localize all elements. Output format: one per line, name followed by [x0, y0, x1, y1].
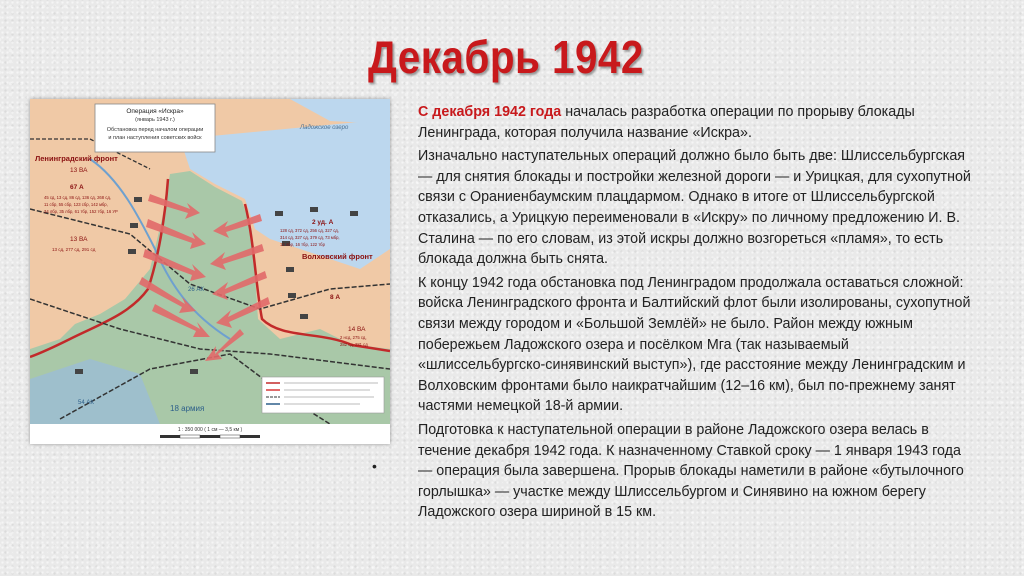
slide-text: [418, 102, 974, 526]
map-title-line-1: Операция «Искра»: [126, 108, 184, 115]
label-54ak: 54 АК: [78, 400, 94, 406]
units-14va-line-1: 2 нсд, 275 сд,: [340, 335, 367, 340]
paragraph-1: [418, 102, 974, 143]
units-67a-line-1: 45 сд, 13 сд, 86 сд, 136 сд, 268 сд,: [44, 195, 111, 200]
units-2ud-line-3: 12 лбр, 16 тбр, 122 тбр: [280, 242, 325, 247]
map-title-line-3: Обстановка перед началом операции: [106, 127, 204, 133]
operation-map: [30, 99, 390, 444]
map-legend: [262, 377, 384, 413]
label-14va: 14 ВА: [348, 326, 366, 333]
label-2ud: 2 уд. А: [312, 219, 334, 226]
units-67a-line-3: 34 лбр, 35 лбр, 61 тбр, 152 тбр, 16 УР: [44, 209, 118, 214]
label-13va-mid: 13 ВА: [70, 236, 88, 243]
label-leningrad-front: Ленинградский фронт: [35, 154, 118, 163]
label-volkhov-front: Волховский фронт: [302, 252, 373, 261]
units-14va-line-2: 282 сд, 281 сд: [340, 342, 368, 347]
units-2ud-line-1: 128 сд, 372 сд, 256 сд, 327 сд,: [280, 228, 339, 233]
paragraph-4: Подготовка к наступательной операции в районе Ладожского озера велась в течение декабря 1942 года. К назначенному Ставкой сроку — 1 января 1943 года — операция была завершена. Прорыв блокады наметили в районе «бутылочного горлышка» — участке между Шлиссельбургом и Синявино на южном берегу Ладожского озера шириной в 15 км.: [418, 421, 964, 521]
units-2ud-line-2: 314 сд, 327 сд, 379 сд, 73 мбр,: [280, 235, 340, 240]
map-graphic: [30, 99, 390, 444]
label-ladoga: Ладожское озеро: [300, 125, 349, 131]
label-26ak: 26 АК: [188, 287, 204, 293]
paragraph-1-highlight: С декабря 1942 года: [418, 104, 562, 120]
label-8a: 8 А: [330, 294, 341, 301]
paragraph-1-rest: началась разработка операции по прорыву блокады Ленинграда, которая получила название «Искра».: [418, 104, 915, 141]
map-title-line-2: (январь 1943 г.): [135, 117, 175, 123]
label-18-army: 18 армия: [170, 404, 205, 413]
map-scale: 1 : 350 000 ( 1 см — 3,5 км ): [177, 427, 243, 433]
map-title-line-4: и план наступления советских войск: [108, 135, 202, 141]
bullet-marker: •: [372, 458, 377, 474]
paragraph-3: К концу 1942 года обстановка под Ленинградом продолжала оставаться сложной: войска Ленинградского фронта и Балтийский флот были изолированы, сухопутной связи между городом и «Большой Землёй» не было. Район между южным побережьем Ладожского озера и посёлком Мга (так называемый «шлиссельбургско-синявинский выступ»), где расстояние между Ленинградским и Волховским фронтами было наикратчайшим (12–16 км), был по-прежнему занят частями немецкой 18-й армии.: [418, 274, 971, 415]
paragraph-2: Изначально наступательных операций должно было быть две: Шлиссельбургская — для снятия блокады и постройки железной дороги — и Урицкая, для сухопутной связи с Ораниенбаумским плацдармом. Однако в итоге от Шлиссельбургской отказались, а Урицкую переименовали в «Искру» по личному предложению И. В. Сталина — по его словам, из этой искры должно возгореться «пламя», то есть блокада должна быть снята.: [418, 148, 971, 268]
units-13va-mid: 13 сд, 277 сд, 291 сд: [52, 247, 96, 252]
label-67a: 67 А: [70, 184, 84, 191]
units-67a-line-2: 11 сбр, 55 сбр, 123 сбр, 142 мбр,: [44, 202, 108, 207]
label-13va-left: 13 ВА: [70, 167, 88, 174]
scale-bar: [160, 435, 260, 438]
slide-title: Декабрь 1942: [368, 31, 644, 83]
